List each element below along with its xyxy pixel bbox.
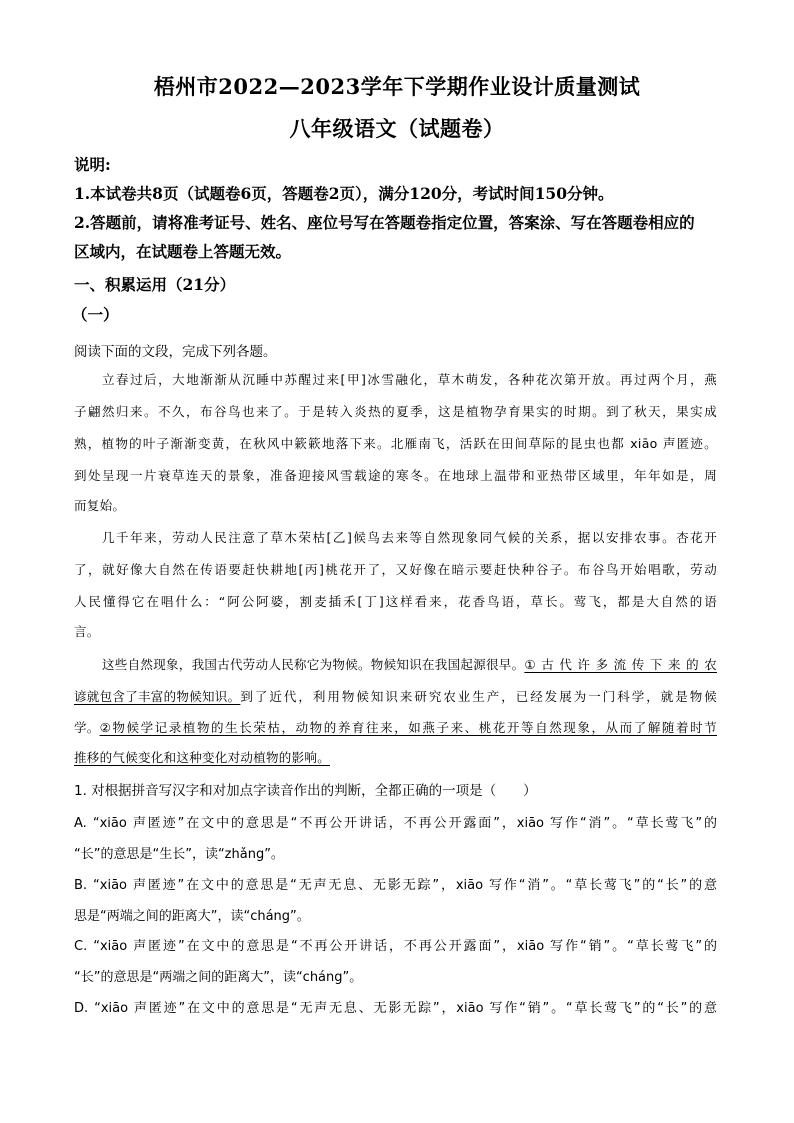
- passage-line: 到处呈现一片衰草连天的景象，准备迎接风雪载途的寒冬。在地球上温带和亚热带区域里，年年如是，周: [74, 468, 717, 483]
- subsection-heading: （一）: [72, 305, 119, 324]
- passage-text: 到了近代，利用物候知识来研究农业生产，已经发展为一门科学，就是物候: [240, 689, 717, 704]
- question-1-stem: 1. 对根据拼音写汉字和对加点字读音作出的判断，全都正确的一项是（ ）: [74, 783, 537, 799]
- passage-line: 言。: [74, 624, 100, 639]
- exam-title: 梧州市2022—2023学年下学期作业设计质量测试: [153, 74, 641, 99]
- paper-subtitle: 八年级语文（试题卷）: [289, 116, 505, 141]
- passage-line: 几千年来，劳动人民注意了草木荣枯[乙]候鸟去来等自然现象同气候的关系，据以安排农事。杏花开: [102, 530, 717, 545]
- passage-text: 这些自然现象，我国古代劳动人民称它为物候。物候知识在我国起源很早。: [102, 657, 525, 672]
- passage-line: 人民懂得它在唱什么：“阿公阿婆，割麦插禾[丁]这样看来，花香鸟语，草长。莺飞，都是大自然的语: [74, 594, 717, 609]
- option-d: D. “xiāo 声匿迹”在文中的意思是“无声无息、无影无踪”，xiāo 写作“销”。“草长莺飞”的“长”的意: [74, 1001, 717, 1016]
- notes-line-2b: 区域内，在试题卷上答题无效。: [74, 242, 292, 261]
- option-a-cont: “长”的意思是“生长”，读“zhǎng”。: [74, 847, 284, 862]
- passage-line: [102, 655, 717, 673]
- underlined-sentence-1: ①古代许多流传下来的农: [524, 657, 717, 672]
- option-c: C. “xiāo 声匿迹”在文中的意思是“不再公开讲话，不再公开露面”，xiāo 写作“销”。“草长莺飞”的: [74, 939, 717, 954]
- notes-heading: 说明:: [74, 155, 111, 174]
- section-heading: 一、积累运用（21分）: [74, 275, 236, 294]
- passage-line: [74, 687, 717, 705]
- option-c-cont: “长”的意思是“两端之间的距离大”，读“cháng”。: [74, 970, 363, 985]
- passage-line: 熟，植物的叶子渐渐变黄，在秋风中簌簌地落下来。北雁南飞，活跃在田间草际的昆虫也都 xiāo 声匿迹。: [74, 436, 717, 451]
- passage-line: 而复始。: [74, 498, 126, 513]
- passage-line: [74, 718, 717, 736]
- passage-text: 学。: [74, 720, 100, 735]
- option-b-cont: 思是“两端之间的距离大”，读“cháng”。: [74, 909, 310, 924]
- underlined-sentence-1-end: 谚就包含了丰富的物候知识。: [74, 689, 241, 704]
- underlined-sentence-2: ②物候学记录植物的生长荣枯，动物的养育往来，如燕子来、桃花开等自然现象，从而了解随着时节: [99, 720, 717, 735]
- reading-instruction: 阅读下面的文段，完成下列各题。: [74, 344, 277, 360]
- notes-line-1: 1.本试卷共8页（试题卷6页，答题卷2页），满分120分，考试时间150分钟。: [74, 184, 614, 203]
- passage-line: 子翩然归来。不久，布谷鸟也来了。于是转入炎热的夏季，这是植物孕育果实的时期。到了秋天，果实成: [74, 404, 717, 419]
- passage-line: 了，就好像大自然在传语要赶快耕地[丙]桃花开了，又好像在暗示要赶快种谷子。布谷鸟开始唱歌，劳动: [74, 562, 717, 577]
- passage-line: 立春过后，大地渐渐从沉睡中苏醒过来[甲]冰雪融化，草木萌发，各种花次第开放。再过两个月，燕: [102, 372, 717, 387]
- option-b: B. “xiāo 声匿迹”在文中的意思是“无声无息、无影无踪”，xiāo 写作“消”。“草长莺飞”的“长”的意: [74, 878, 717, 893]
- underlined-sentence-2-end: 推移的气候变化和这种变化对动植物的影响。: [74, 750, 331, 765]
- notes-line-2a: 2.答题前，请将准考证号、姓名、座位号写在答题卷指定位置，答案涂、写在答题卷相应的: [74, 213, 695, 232]
- option-a: A. “xiāo 声匿迹”在文中的意思是“不再公开讲话，不再公开露面”，xiāo 写作“消”。“草长莺飞”的: [74, 816, 717, 831]
